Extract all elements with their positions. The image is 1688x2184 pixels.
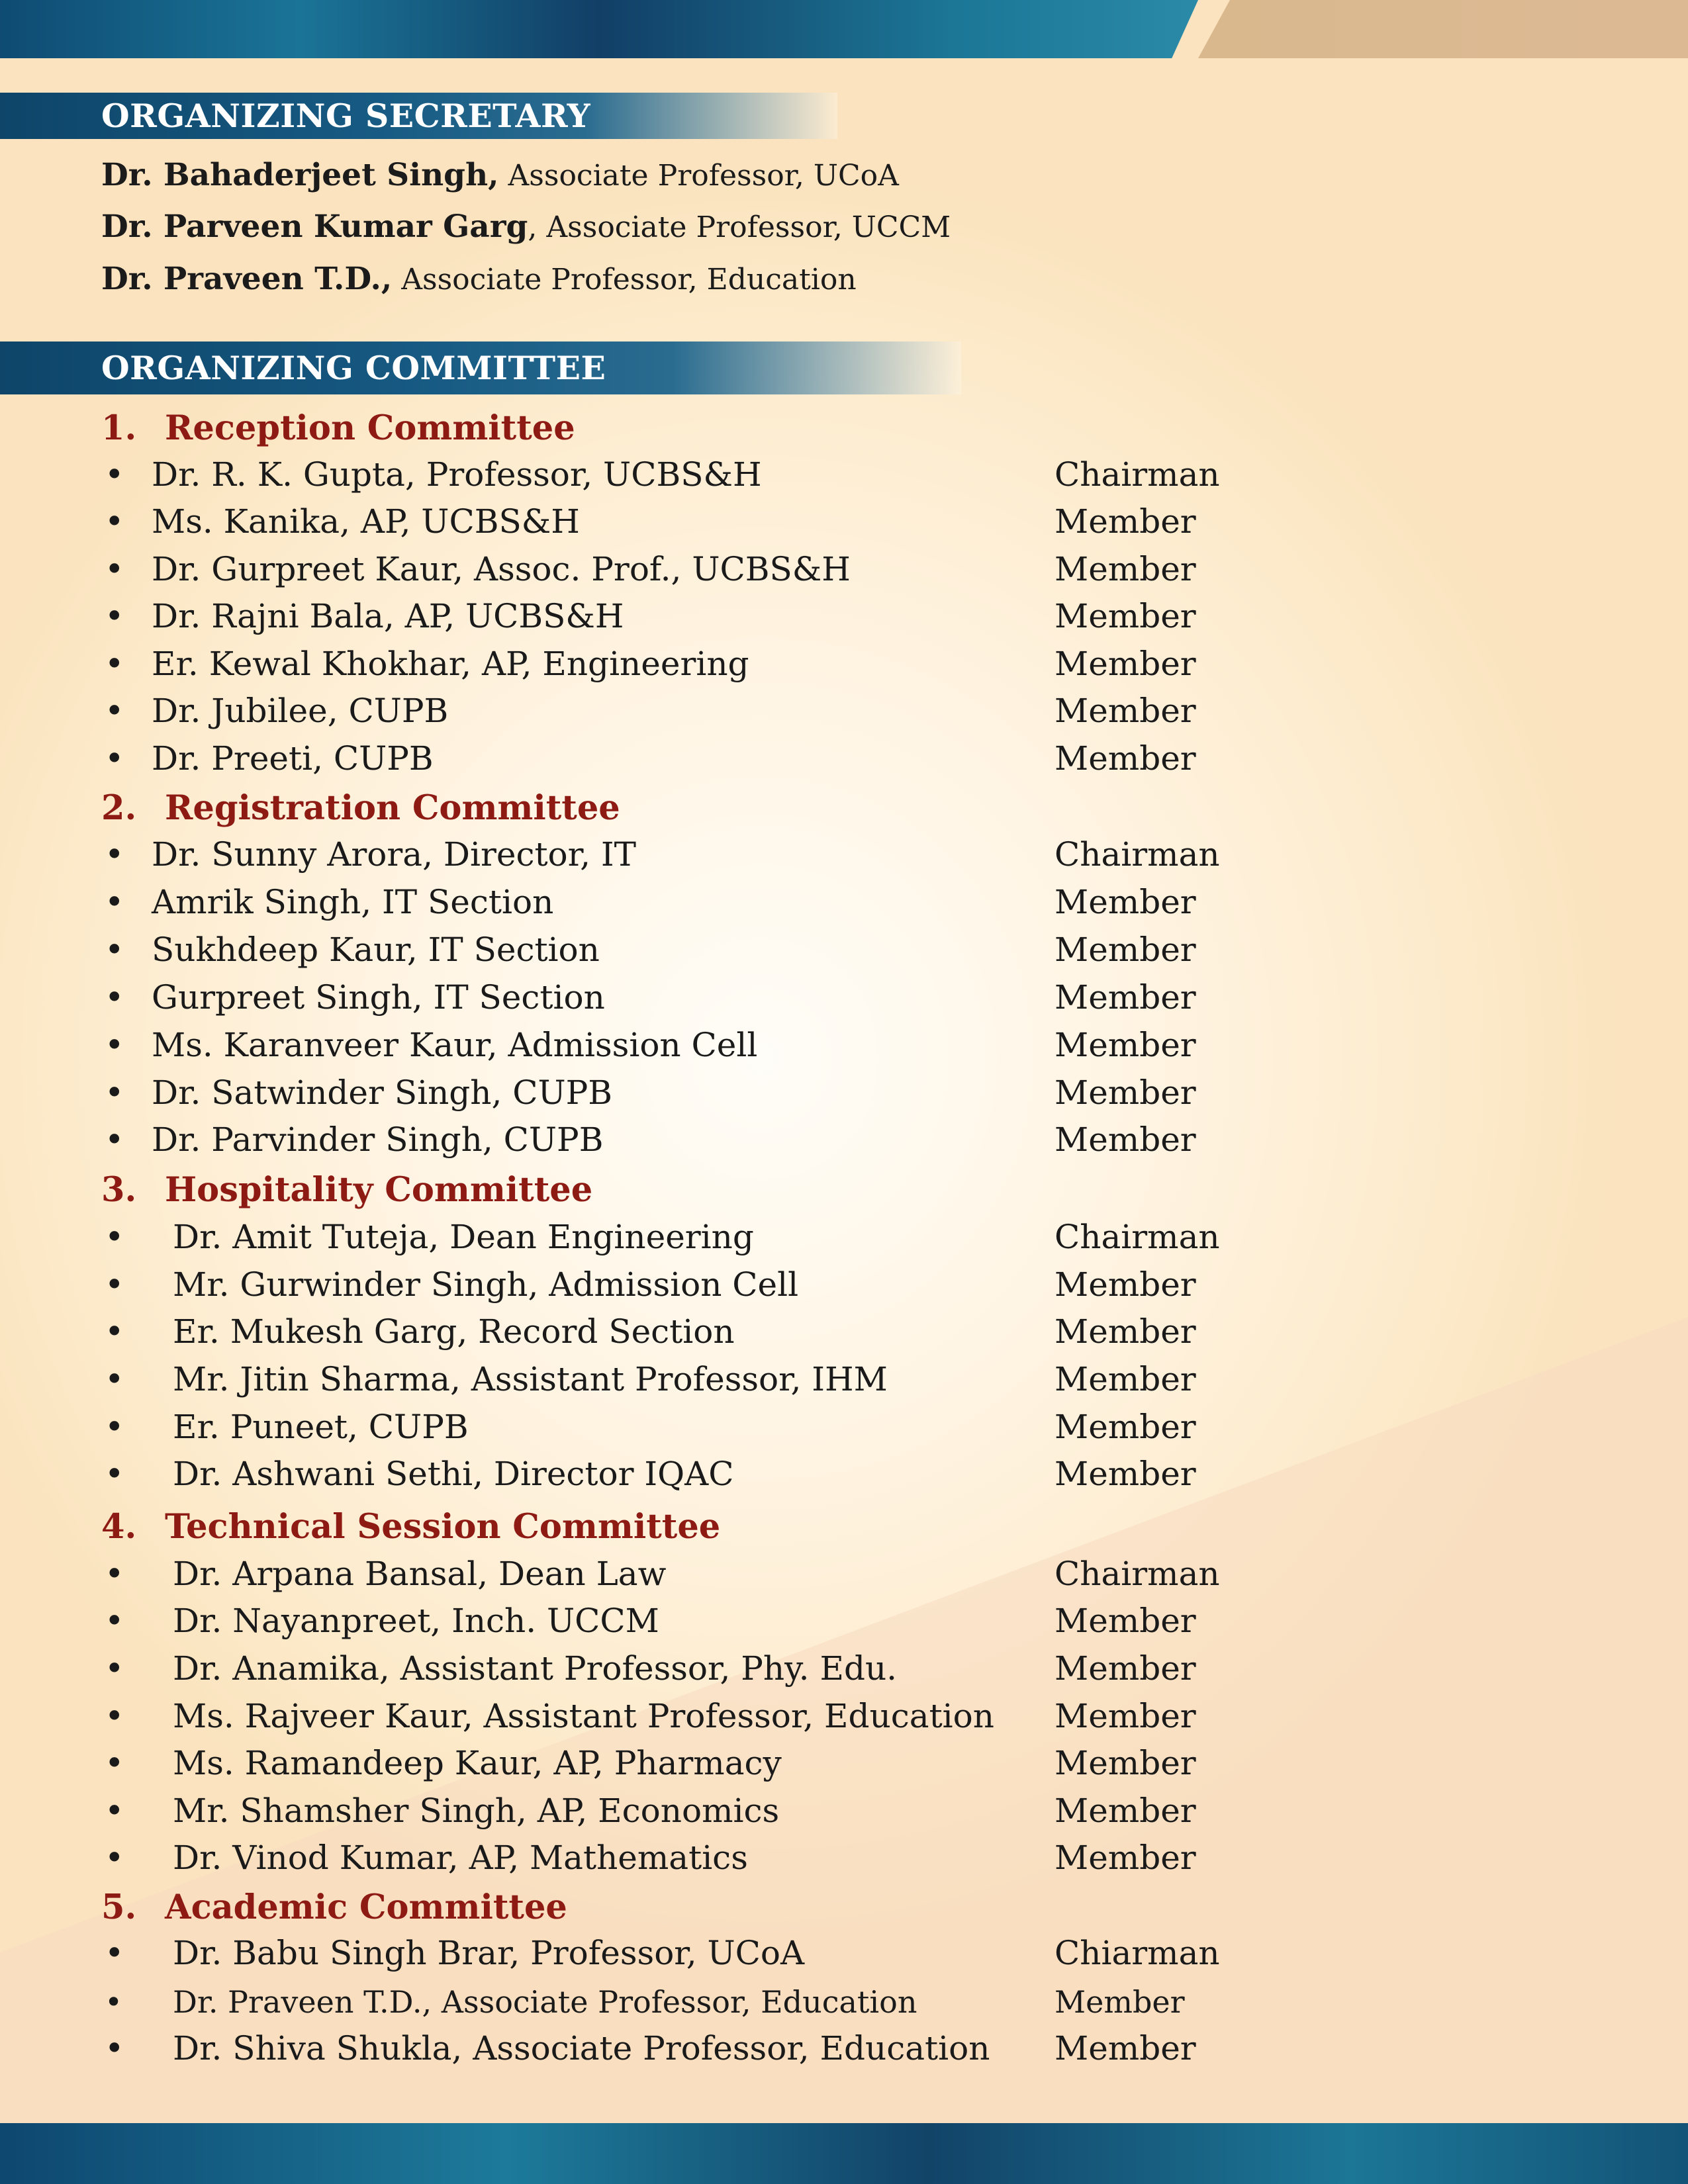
committee-member-row: • Dr. Gurpreet Kaur, Assoc. Prof., UCBS&H Member	[105, 550, 1196, 588]
committee-member-row: • Dr. Jubilee, CUPB Member	[105, 692, 1196, 730]
top-decorative-band	[0, 0, 1198, 58]
committee-member-row: • Sukhdeep Kaur, IT Section Member	[105, 931, 1196, 969]
committee-member-row: • Dr. Nayanpreet, Inch. UCCM Member	[105, 1602, 1196, 1640]
committee-member-row: • Dr. Vinod Kumar, AP, Mathematics Member	[105, 1839, 1196, 1877]
committee-member-row: • Dr. R. K. Gupta, Professor, UCBS&H Chairman	[105, 455, 1220, 494]
committee-member-row: • Ms. Karanveer Kaur, Admission Cell Member	[105, 1026, 1196, 1064]
committee-member-row: • Dr. Arpana Bansal, Dean Law Chairman	[105, 1555, 1220, 1593]
committee-member-row: • Dr. Satwinder Singh, CUPB Member	[105, 1073, 1196, 1112]
committee-member-row: • Dr. Praveen T.D., Associate Professor, Education Member	[105, 1984, 1185, 2020]
committee-member-row: • Dr. Rajni Bala, AP, UCBS&H Member	[105, 597, 1196, 635]
committee-heading-registration: 2. Registration Committee	[101, 788, 620, 828]
committee-member-row: • Dr. Amit Tuteja, Dean Engineering Chairman	[105, 1218, 1220, 1256]
organizing-committee-heading: ORGANIZING COMMITTEE	[0, 341, 961, 394]
committee-member-row: • Er. Mukesh Garg, Record Section Member	[105, 1312, 1196, 1351]
committee-member-row: • Dr. Parvinder Singh, CUPB Member	[105, 1120, 1196, 1159]
committee-member-row: • Ms. Rajveer Kaur, Assistant Professor, Education Member	[105, 1697, 1196, 1735]
committee-member-row: • Ms. Ramandeep Kaur, AP, Pharmacy Member	[105, 1744, 1196, 1782]
organizing-secretary-heading: ORGANIZING SECRETARY	[0, 93, 837, 139]
bottom-decorative-band	[0, 2123, 1688, 2184]
committee-member-row: • Dr. Shiva Shukla, Associate Professor, Education Member	[105, 2029, 1196, 2068]
top-tan-band	[1198, 0, 1688, 58]
committee-member-row: • Er. Puneet, CUPB Member	[105, 1408, 1196, 1446]
committee-heading-hospitality: 3. Hospitality Committee	[101, 1170, 593, 1210]
committee-member-row: • Dr. Preeti, CUPB Member	[105, 739, 1196, 778]
committee-member-row: • Mr. Jitin Sharma, Assistant Professor, IHM Member	[105, 1360, 1196, 1398]
secretary-entry: Dr. Praveen T.D., Associate Professor, Education	[101, 261, 857, 297]
committee-member-row: • Dr. Sunny Arora, Director, IT Chairman	[105, 835, 1220, 874]
committee-member-row: • Dr. Babu Singh Brar, Professor, UCoA Chiarman	[105, 1934, 1220, 1972]
secretary-entry: Dr. Bahaderjeet Singh, Associate Professor, UCoA	[101, 157, 899, 193]
committee-member-row: • Mr. Gurwinder Singh, Admission Cell Member	[105, 1265, 1196, 1304]
committee-member-row: • Mr. Shamsher Singh, AP, Economics Member	[105, 1792, 1196, 1830]
committee-heading-reception: 1. Reception Committee	[101, 408, 575, 448]
committee-heading-technical-session: 4. Technical Session Committee	[101, 1507, 721, 1547]
committee-member-row: • Dr. Ashwani Sethi, Director IQAC Member	[105, 1455, 1196, 1493]
committee-heading-academic: 5. Academic Committee	[101, 1888, 567, 1927]
committee-member-row: • Dr. Anamika, Assistant Professor, Phy. Edu. Member	[105, 1649, 1196, 1688]
secretary-entry: Dr. Parveen Kumar Garg, Associate Professor, UCCM	[101, 208, 951, 245]
committee-member-row: • Amrik Singh, IT Section Member	[105, 883, 1196, 921]
committee-member-row: • Ms. Kanika, AP, UCBS&H Member	[105, 502, 1196, 541]
committee-member-row: • Gurpreet Singh, IT Section Member	[105, 978, 1196, 1017]
committee-member-row: • Er. Kewal Khokhar, AP, Engineering Member	[105, 645, 1196, 683]
